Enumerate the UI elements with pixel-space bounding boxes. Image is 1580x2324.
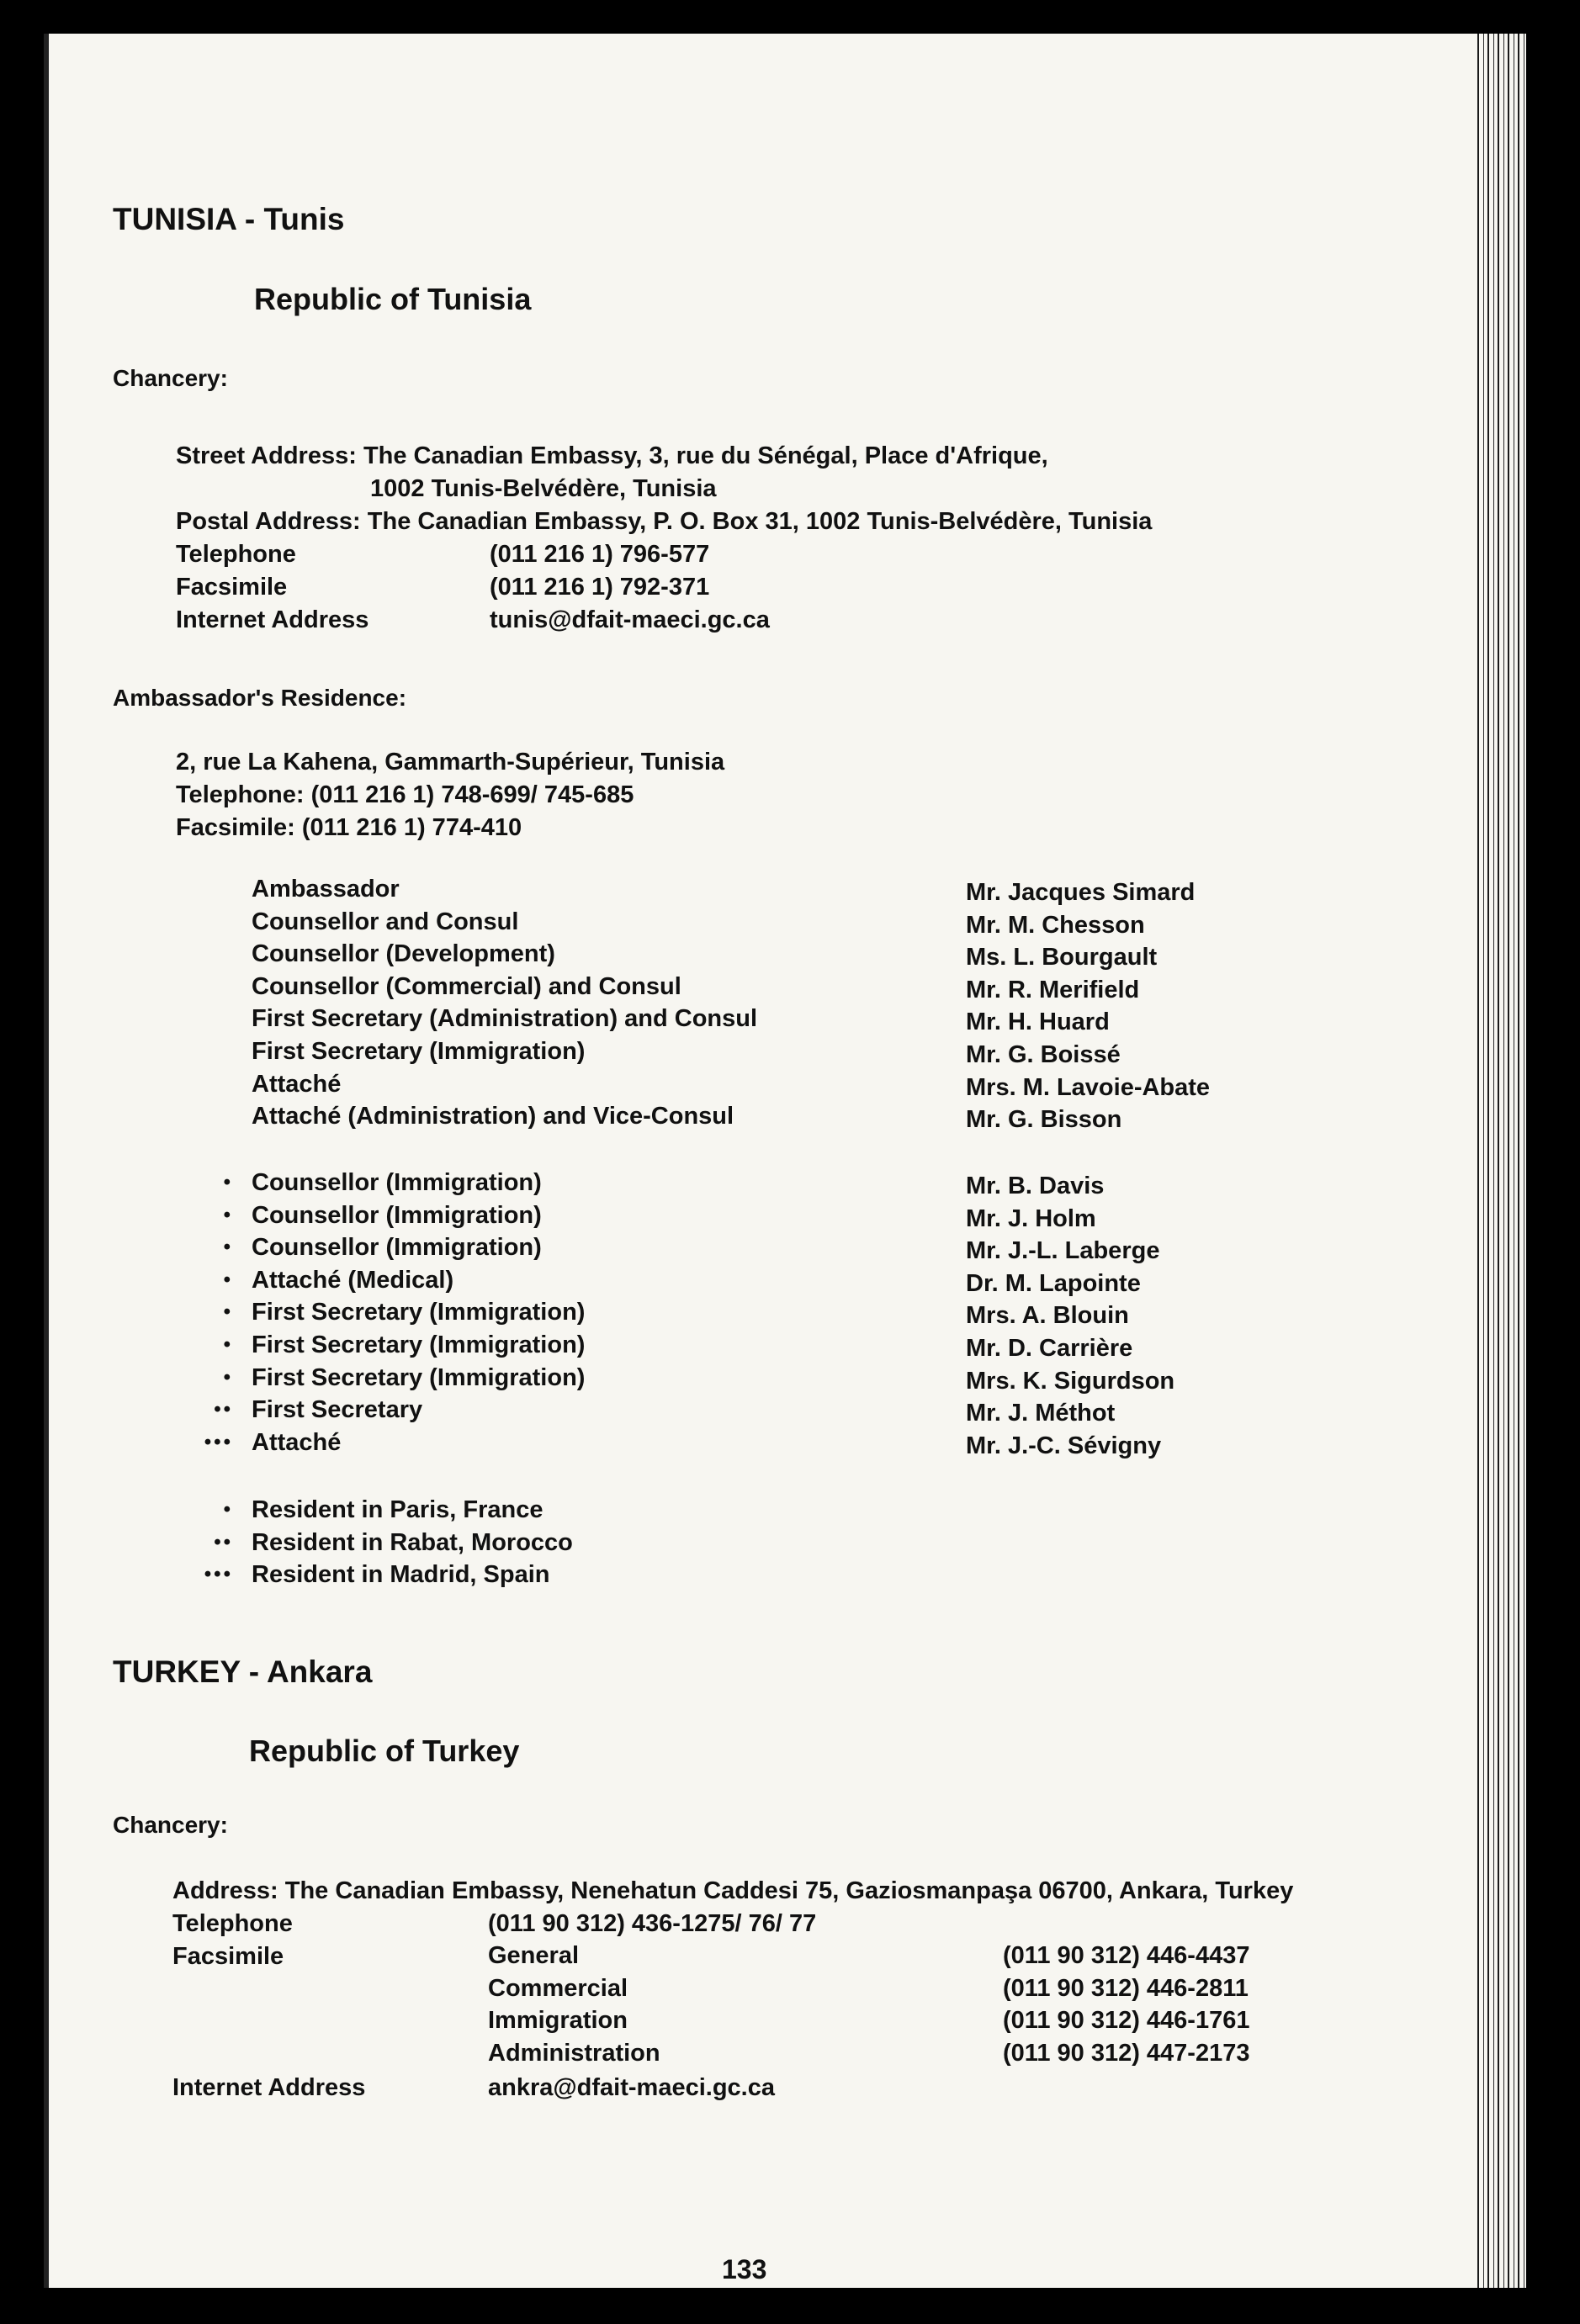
- nonresident-name: Mr. D. Carrière: [966, 1334, 1133, 1362]
- nonresident-name: Dr. M. Lapointe: [966, 1269, 1141, 1297]
- tunisia-internet-label: Internet Address: [176, 606, 369, 633]
- fax-number: (011 90 312) 446-1761: [1003, 2007, 1250, 2035]
- tunisia-street-address: Street Address: The Canadian Embassy, 3, rue du Sénégal, Place d'Afrique,: [176, 442, 1048, 469]
- nonresident-title: First Secretary (Immigration): [252, 1331, 586, 1358]
- turkey-internet-address: ankra@dfait-maeci.gc.ca: [488, 2074, 775, 2101]
- staff-title: First Secretary (Immigration): [252, 1037, 586, 1065]
- nonresident-mark: •: [223, 1236, 233, 1259]
- nonresident-mark: •••: [204, 1430, 233, 1453]
- nonresident-name: Mrs. K. Sigurdson: [966, 1367, 1175, 1395]
- turkey-fax-types: [488, 1940, 660, 2069]
- document-page: [44, 34, 1526, 2288]
- staff-title: Attaché (Administration) and Vice-Consul: [252, 1103, 734, 1130]
- nonresident-name: Mr. J.-C. Sévigny: [966, 1432, 1162, 1459]
- fax-type: Administration: [488, 2039, 660, 2067]
- staff-title: Counsellor (Commercial) and Consul: [252, 972, 681, 1000]
- tunisia-chancery-label: Chancery:: [113, 365, 228, 391]
- turkey-chancery-label: Chancery:: [113, 1812, 228, 1838]
- staff-name: Ms. L. Bourgault: [966, 944, 1158, 971]
- page-edge: [44, 34, 49, 2288]
- residence-telephone: Telephone: (011 216 1) 748-699/ 745-685: [176, 781, 634, 808]
- fax-number: (011 90 312) 446-4437: [1003, 1942, 1250, 1969]
- fax-number: (011 90 312) 446-2811: [1003, 1974, 1249, 2002]
- turkey-telephone: (011 90 312) 436-1275/ 76/ 77: [488, 1910, 817, 1937]
- footnote-mark: •: [223, 1498, 233, 1521]
- turkey-internet-label: Internet Address: [172, 2074, 366, 2101]
- footnote-text: Resident in Paris, France: [252, 1496, 543, 1523]
- fax-type: Commercial: [488, 1974, 628, 2002]
- fax-type: Immigration: [488, 2007, 628, 2035]
- nonresident-name: Mr. B. Davis: [966, 1173, 1105, 1199]
- turkey-fax-numbers: [1003, 1940, 1249, 2069]
- nonresident-mark: •: [223, 1171, 233, 1194]
- nonresident-name: Mr. J.-L. Laberge: [966, 1237, 1160, 1265]
- staff-title: Counsellor (Development): [252, 940, 555, 968]
- nonresident-name: Mr. J. Méthot: [966, 1400, 1116, 1427]
- staff-name: Mr. H. Huard: [966, 1008, 1110, 1036]
- nonresident-title: First Secretary: [252, 1396, 423, 1424]
- staff-name: Mr. G. Boissé: [966, 1040, 1121, 1068]
- tunisia-street-address-cont: 1002 Tunis-Belvédère, Tunisia: [370, 475, 717, 502]
- turkey-heading: TURKEY - Ankara: [113, 1654, 373, 1689]
- nonresident-mark: •: [223, 1268, 233, 1291]
- footnotes: [252, 1494, 573, 1591]
- turkey-facsimile-label: Facsimile: [172, 1943, 284, 1970]
- staff-name: Mr. Jacques Simard: [966, 879, 1196, 906]
- tunisia-facsimile-label: Facsimile: [176, 574, 288, 601]
- nonresident-title: Attaché: [252, 1428, 342, 1456]
- tunisia-telephone: (011 216 1) 796-577: [490, 541, 710, 568]
- nonresident-mark: ••: [214, 1398, 233, 1421]
- staff-title: Counsellor and Consul: [252, 908, 519, 935]
- fax-type: General: [488, 1942, 579, 1969]
- nonresident-title: Attaché (Medical): [252, 1266, 454, 1294]
- footnote-marks: [183, 1494, 233, 1591]
- nonresident-titles: [252, 1167, 585, 1458]
- tunisia-internet-address: tunis@dfait-maeci.gc.ca: [490, 606, 770, 633]
- footnote-mark: •••: [204, 1563, 233, 1586]
- nonresident-title: First Secretary (Immigration): [252, 1363, 586, 1391]
- turkey-subheading: Republic of Turkey: [249, 1734, 520, 1768]
- nonresident-name: Mr. J. Holm: [966, 1204, 1096, 1232]
- staff-title: First Secretary (Administration) and Consul: [252, 1005, 758, 1033]
- tunisia-telephone-label: Telephone: [176, 541, 296, 568]
- footnote-text: Resident in Madrid, Spain: [252, 1561, 550, 1589]
- staff-titles: [252, 873, 757, 1133]
- footnote-text: Resident in Rabat, Morocco: [252, 1528, 573, 1556]
- staff-name: Mr. G. Bisson: [966, 1106, 1122, 1134]
- book-spine: [1474, 34, 1526, 2288]
- staff-name: Mr. M. Chesson: [966, 911, 1145, 939]
- nonresident-title: First Secretary (Immigration): [252, 1299, 586, 1326]
- nonresident-names: [966, 1170, 1174, 1462]
- tunisia-subheading: Republic of Tunisia: [254, 282, 532, 316]
- nonresident-mark: •: [223, 1365, 233, 1389]
- nonresident-title: Counsellor (Immigration): [252, 1234, 542, 1262]
- residence-facsimile: Facsimile: (011 216 1) 774-410: [176, 814, 522, 841]
- staff-names: [966, 876, 1210, 1136]
- footnote-mark: ••: [214, 1530, 233, 1554]
- residence-address: 2, rue La Kahena, Gammarth-Supérieur, Tunisia: [176, 749, 725, 776]
- tunisia-heading: TUNISIA - Tunis: [113, 202, 345, 236]
- nonresident-mark: •: [223, 1203, 233, 1226]
- fax-number: (011 90 312) 447-2173: [1003, 2039, 1250, 2067]
- nonresident-title: Counsellor (Immigration): [252, 1169, 542, 1196]
- turkey-telephone-label: Telephone: [172, 1910, 293, 1937]
- staff-name: Mr. R. Merifield: [966, 976, 1140, 1003]
- nonresident-title: Counsellor (Immigration): [252, 1201, 542, 1229]
- staff-title: Ambassador: [252, 876, 400, 903]
- nonresident-mark: •: [223, 1300, 233, 1324]
- staff-name: Mrs. M. Lavoie-Abate: [966, 1073, 1211, 1101]
- tunisia-postal-address: Postal Address: The Canadian Embassy, P. O. Box 31, 1002 Tunis-Belvédère, Tunisia: [176, 508, 1153, 535]
- nonresident-name: Mrs. A. Blouin: [966, 1302, 1129, 1330]
- tunisia-facsimile: (011 216 1) 792-371: [490, 574, 710, 601]
- staff-title: Attaché: [252, 1070, 342, 1098]
- turkey-address: Address: The Canadian Embassy, Nenehatun Caddesi 75, Gaziosmanpaşa 06700, Ankara, Turkey: [172, 1877, 1294, 1904]
- page-number: 133: [722, 2254, 767, 2284]
- ambassador-residence-label: Ambassador's Residence:: [113, 685, 407, 711]
- nonresident-mark: •: [223, 1332, 233, 1356]
- nonresident-marks: [183, 1167, 233, 1458]
